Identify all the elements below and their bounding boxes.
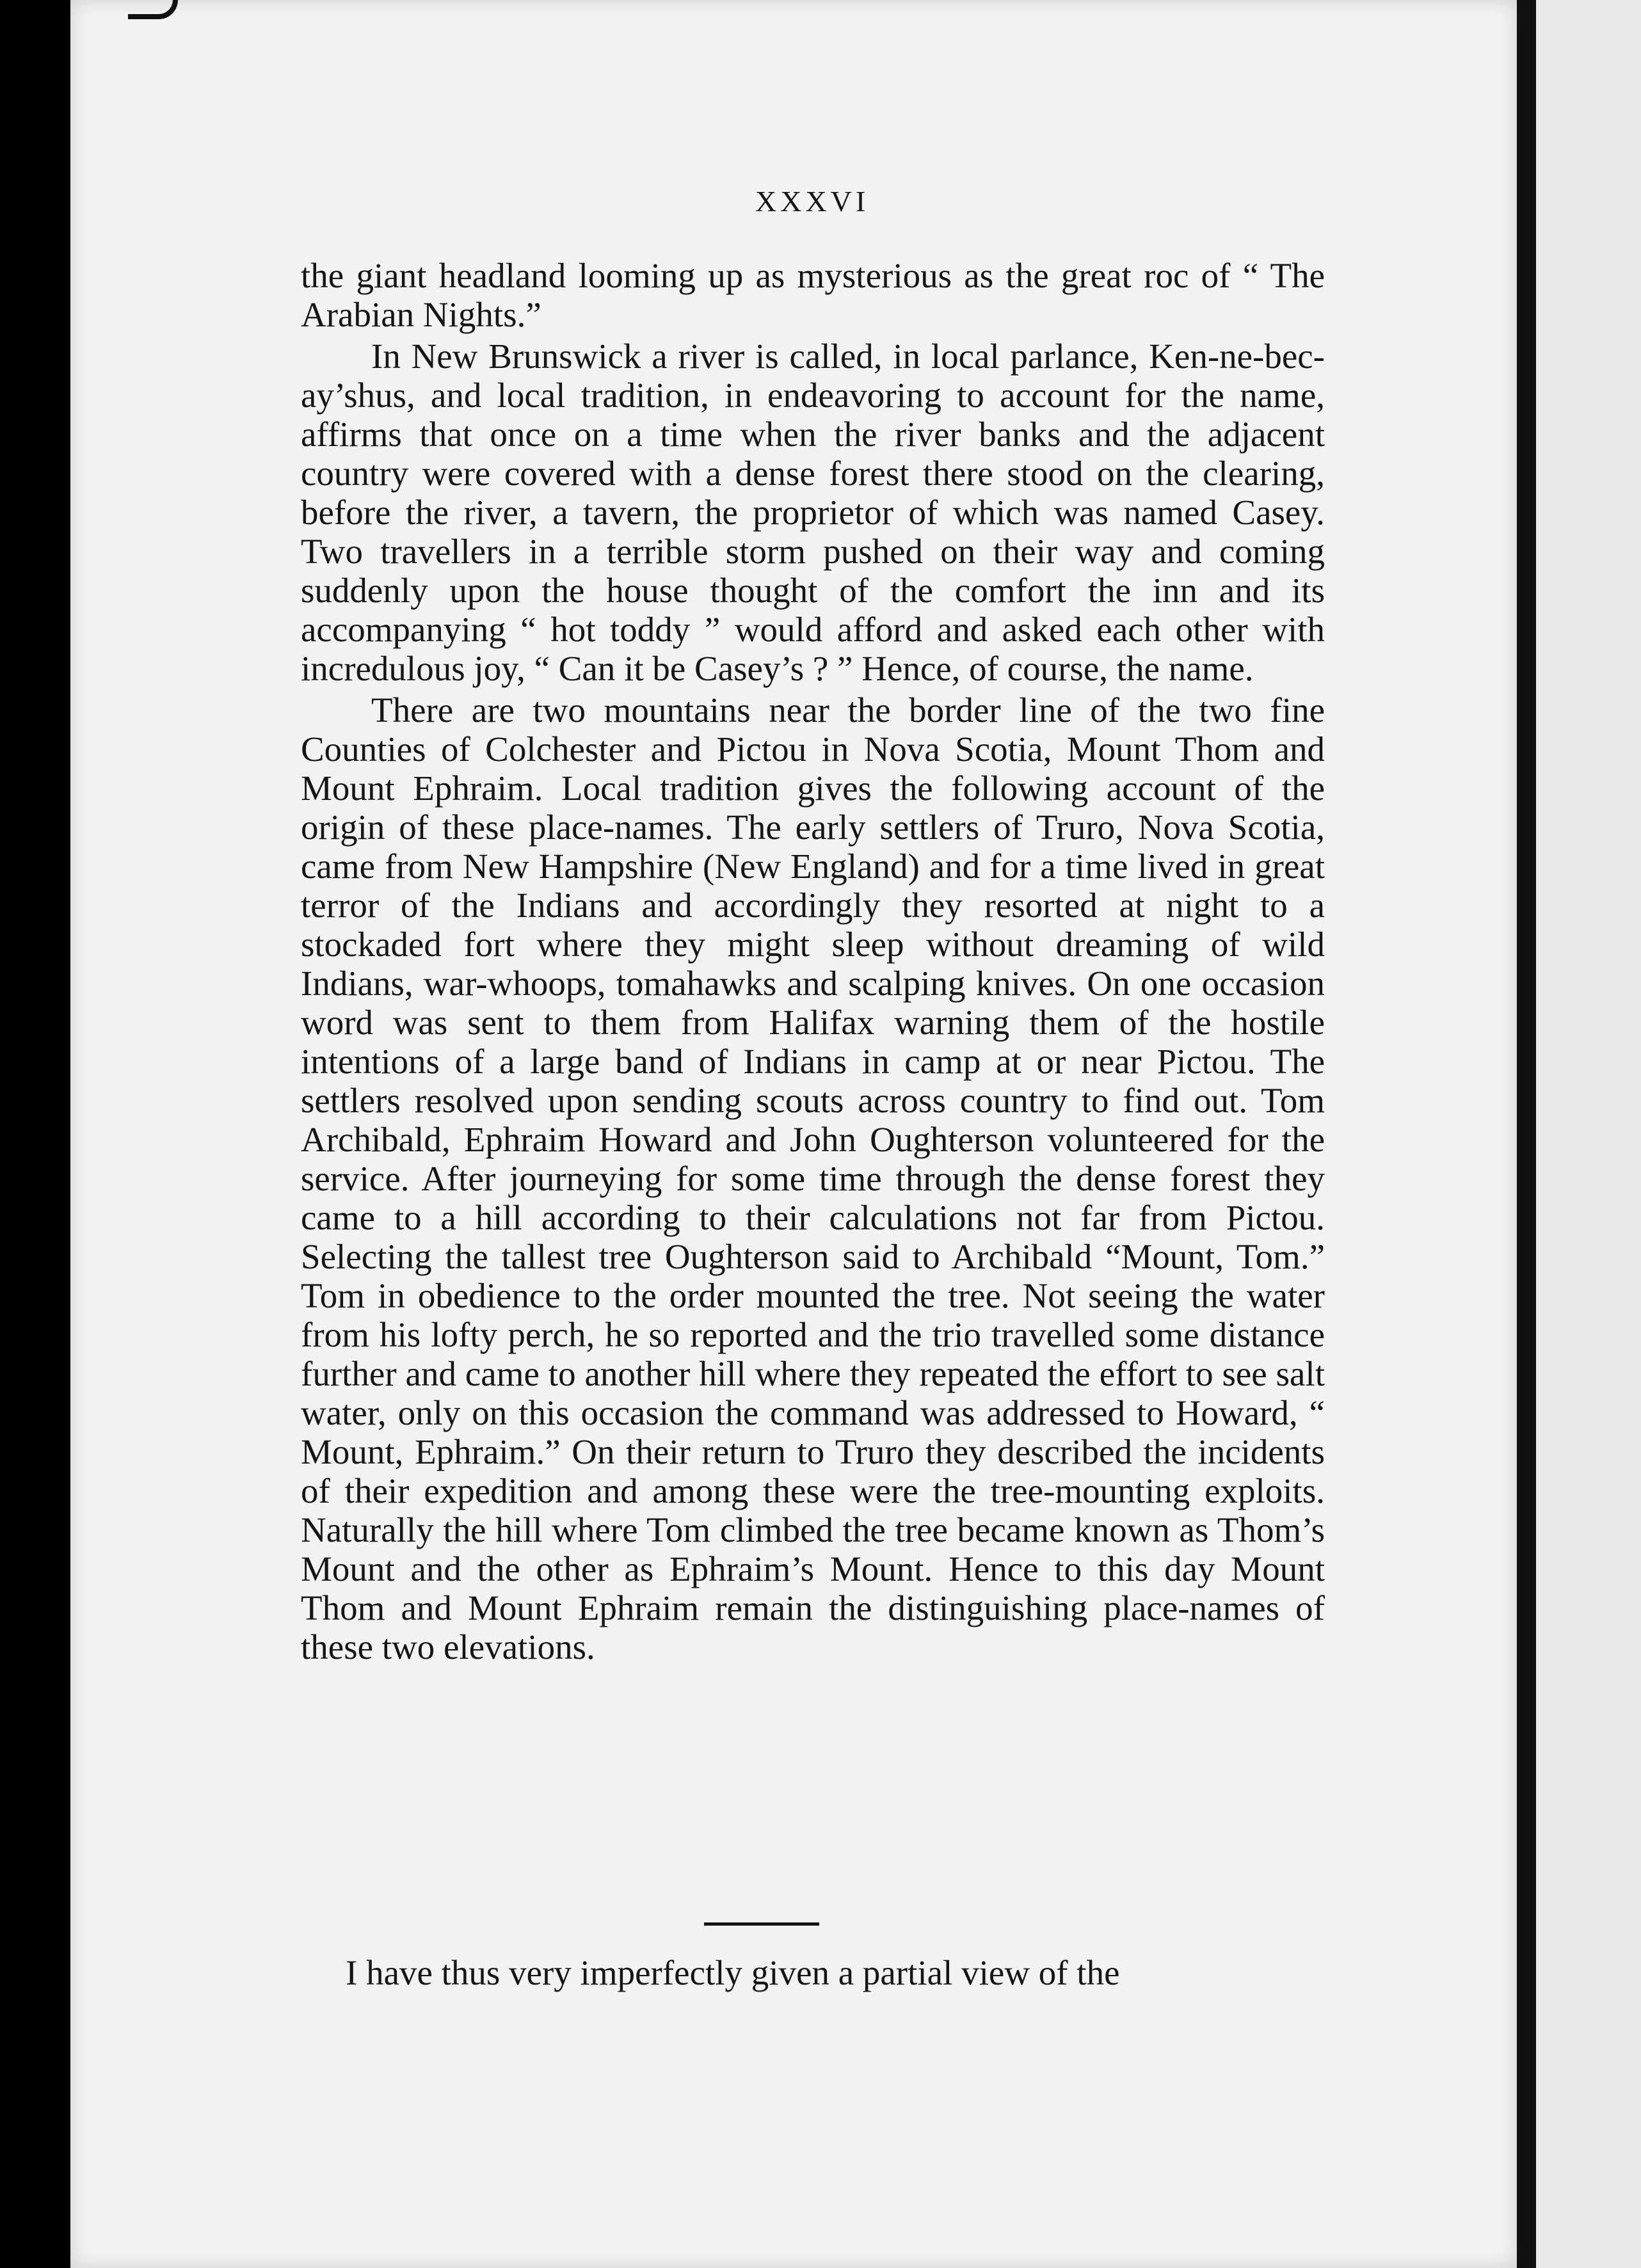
- paragraph-new-brunswick: In New Brunswick a river is called, in local parlance, Ken-ne-bec-ay’shus, and local tradition, in endeavoring to account for the name, affirms that once on a time when the river banks and the adjacent country were covered with a dense forest there stood on the clearing, before the river, a tavern, the proprietor of which was named Casey. Two travellers in a terrible storm pushed on their way and coming suddenly upon the house thought of the comfort the inn and its accompanying “ hot toddy ” would afford and asked each other with incredulous joy, “ Can it be Casey’s ? ” Hence, of course, the name.: [301, 337, 1325, 688]
- book-spine: [1517, 0, 1536, 2268]
- paragraph-mount-thom: There are two mountains near the border line of the two fine Counties of Colchester and Pictou in Nova Scotia, Mount Thom and Mount Ephraim. Local tradition gives the following account of the origin of these place-names. The early settlers of Truro, Nova Scotia, came from New Hampshire (New England) and for a time lived in great terror of the Indians and accordingly they resorted at night to a stockaded fort where they might sleep without dreaming of wild Indians, war-whoops, tomahawks and scalping knives. On one occasion word was sent to them from Halifax warning them of the hostile intentions of a large band of Indians in camp at or near Pictou. The settlers resolved upon sending scouts across country to find out. Tom Archibald, Ephraim Howard and John Oughterson volunteered for the service. After journeying for some time through the dense forest they came to a hill according to their calculations not far from Pictou. Selecting the tallest tree Oughterson said to Archibald “Mount, Tom.” Tom in obedience to the order mounted the tree. Not seeing the water from his lofty perch, he so reported and the trio travelled some distance further and came to another hill where they repeated the effort to see salt water, only on this occasion the command was addressed to Howard, “ Mount, Ephraim.” On their return to Truro they described the incidents of their expedition and among these were the tree-mounting exploits. Naturally the hill where Tom climbed the tree became known as Thom’s Mount and the other as Ephraim’s Mount. Hence to this day Mount Thom and Mount Ephraim remain the distinguishing place-names of these two elevations.: [301, 691, 1325, 1666]
- paragraph-continuation: the giant headland looming up as mysterious as the great roc of “ The Arabian Nights.”: [301, 256, 1325, 334]
- facing-page-edge: [1536, 0, 1641, 2268]
- section-divider: [704, 1922, 819, 1926]
- closing-line: I have thus very imperfectly given a partial view of the: [346, 1953, 1120, 1992]
- page-number-header: XXXVI: [755, 185, 870, 218]
- body-text: [301, 256, 1325, 1669]
